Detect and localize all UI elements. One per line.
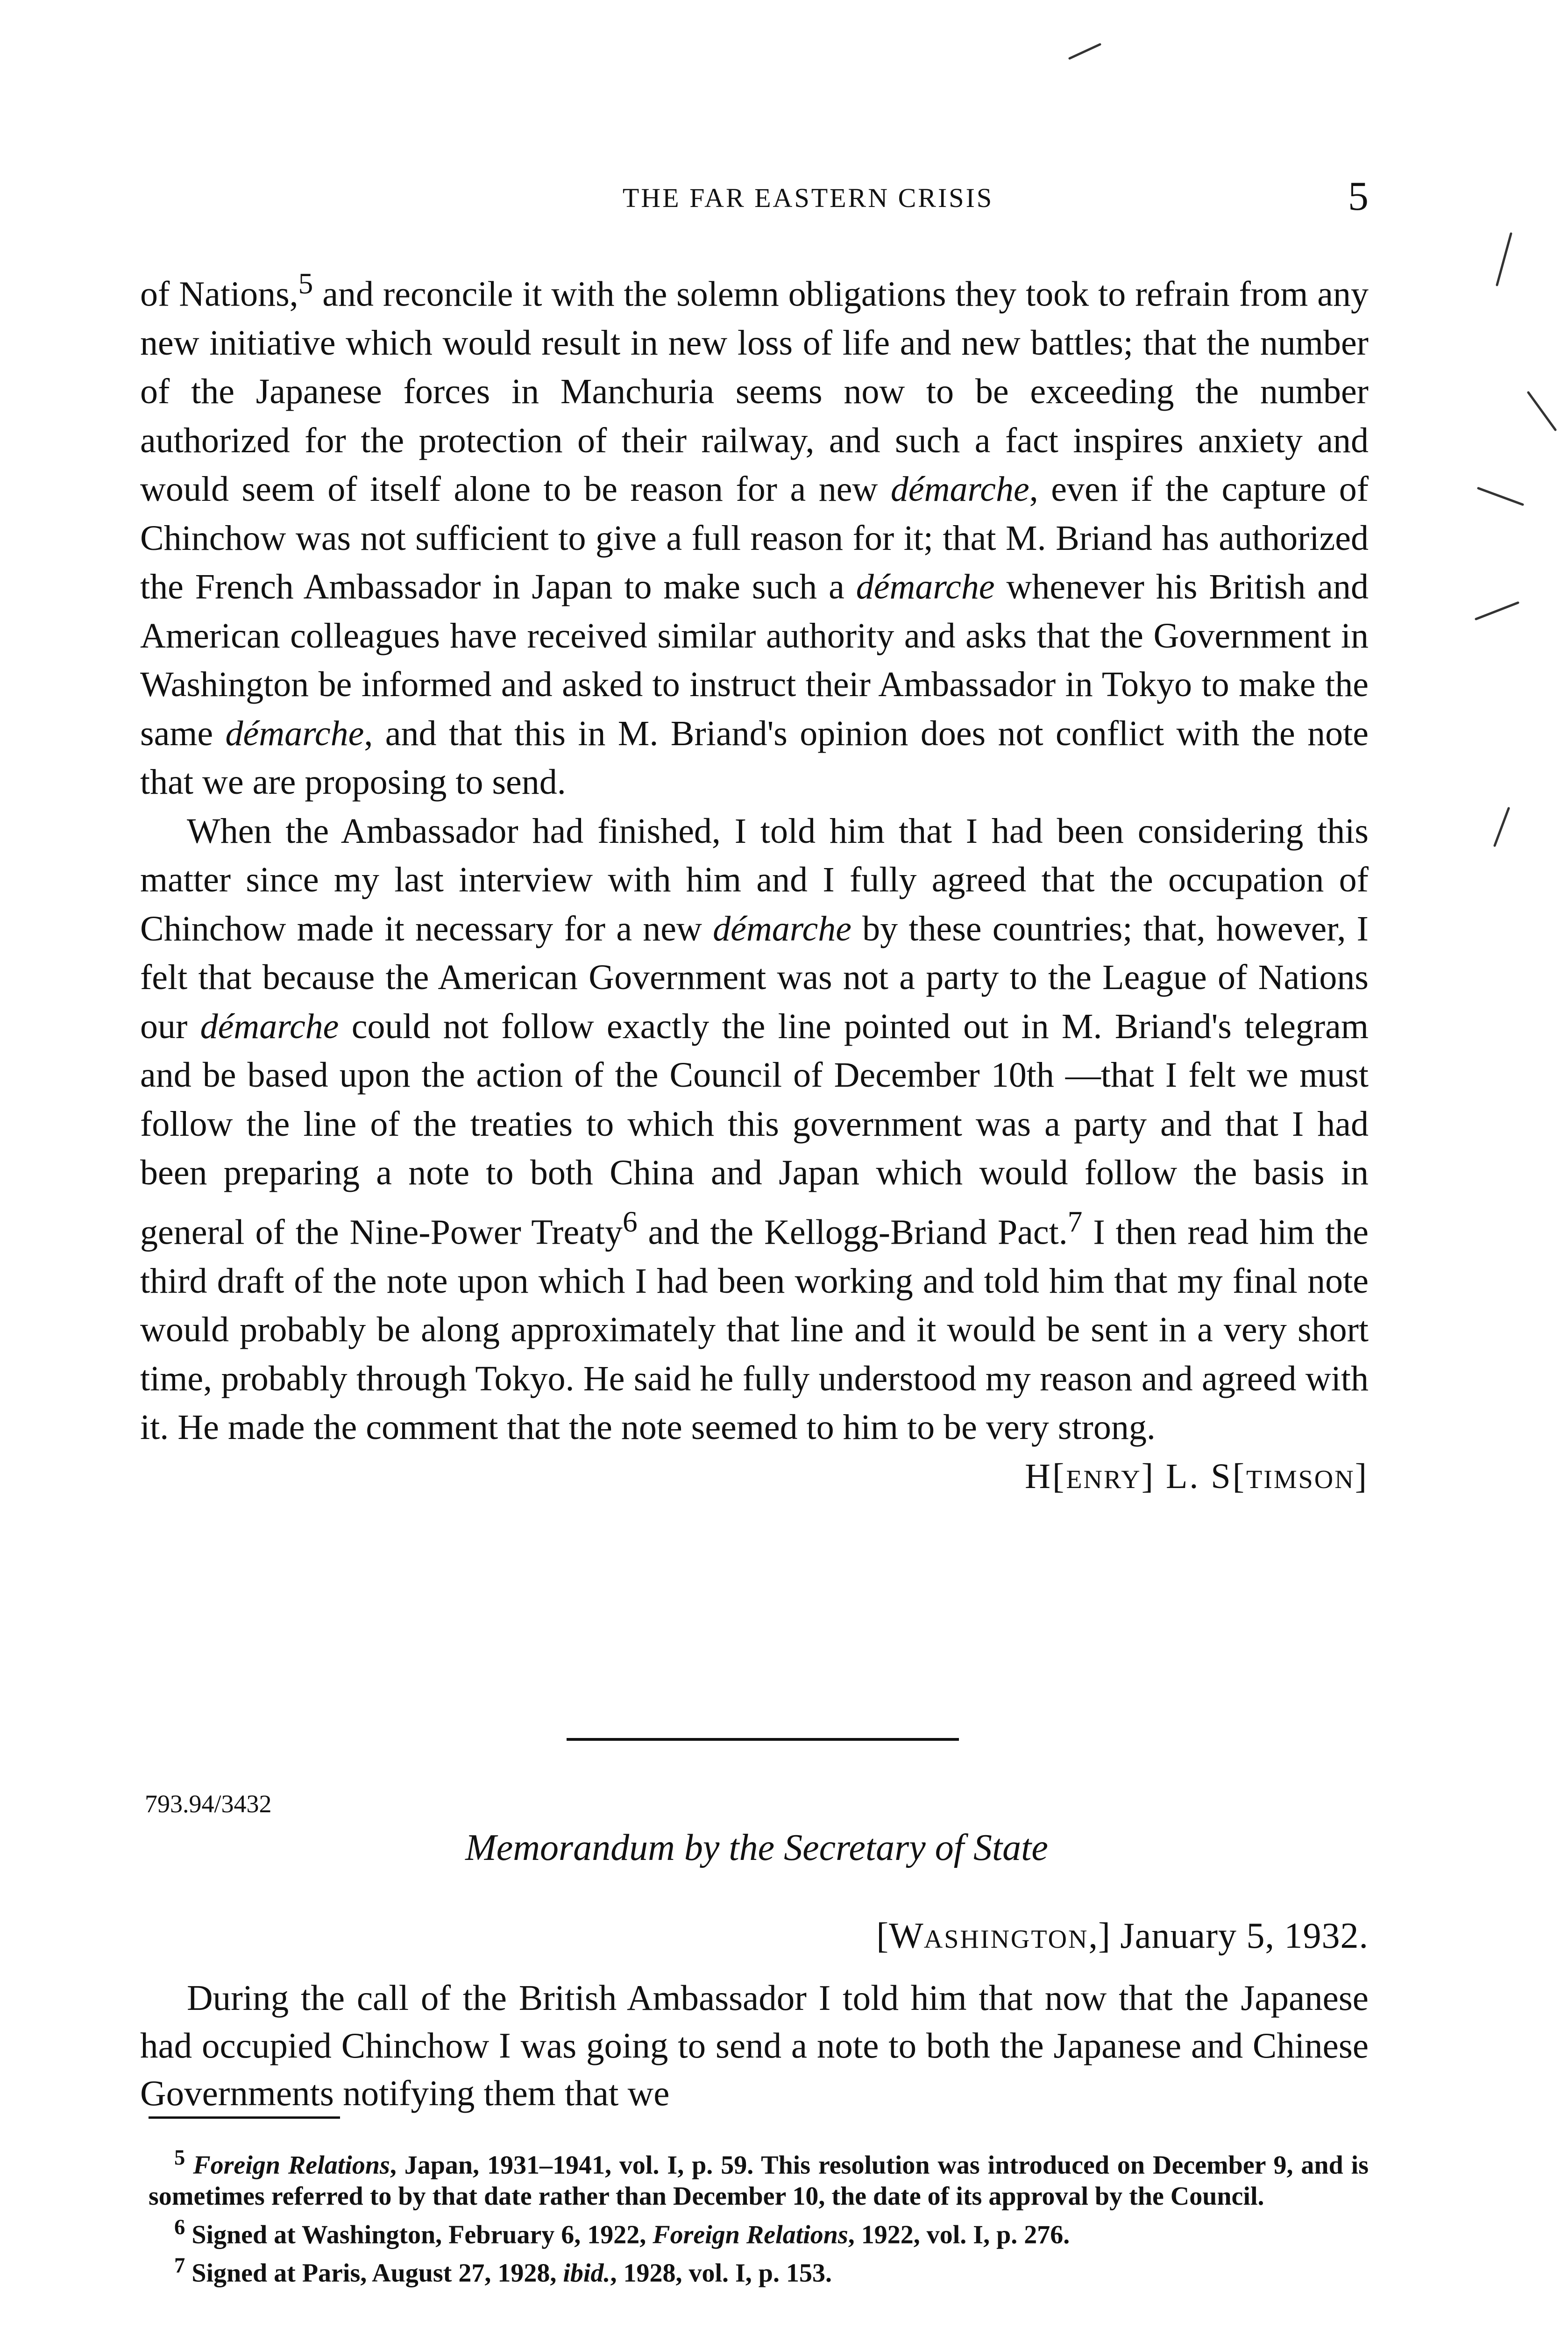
text-run: ]	[1355, 1456, 1369, 1496]
file-number: 793.94/3432	[145, 1790, 272, 1818]
footnote-marker: 7	[1067, 1205, 1083, 1238]
signature	[140, 1452, 1369, 1504]
memo-paragraph	[140, 1974, 1369, 2117]
footnote-marker: 7	[174, 2253, 185, 2278]
dateline	[876, 1915, 1369, 1957]
text-run: and the Kellogg-Briand Pact.	[637, 1212, 1068, 1252]
text-run: H[	[1025, 1456, 1066, 1496]
italic-text: démarche	[200, 1006, 339, 1046]
text-run: I then read him the third draft of the note upon which I had been working and told him that my final note would probably be along approximately that line and it would be sent in a very short time, probably through Tokyo. He said he fully understood my reason and agreed with it. He made the comment that the note seemed to him to be very strong.	[140, 1212, 1369, 1447]
italic-text: démarche	[225, 713, 364, 753]
text-run: Signed at Washington, February 6, 1922,	[185, 2220, 653, 2250]
text-run: , even if the capture of Chinchow was not sufficient to give a full reason for it; that M. Briand has authorized the French Ambassador in Japan to make such a	[140, 470, 1369, 607]
page-header	[140, 173, 1369, 220]
pencil-mark	[1478, 488, 1523, 505]
pencil-mark	[1070, 44, 1100, 58]
footnote-marker: 5	[298, 267, 313, 300]
footnote-5	[149, 2142, 1369, 2212]
text-run: When the Ambassador had finished, I told him that I had been considering this matter since my last interview with him and I fully agreed that the occupation of Chinchow made it necessary for a new	[140, 811, 1369, 948]
text-run: and reconcile it with the solemn obligations they took to refrain from any new initiative which would result in new loss of life and new battles; that the number of the Japanese forces in Manchuria seems now to be exceeding the number authorized for the protection of their railway, and such a fact inspires anxiety and would seem of itself alone to be reason for a new	[140, 274, 1369, 509]
memo-title: Memorandum by the Secretary of State	[465, 1827, 1048, 1868]
footnote-6	[149, 2212, 1369, 2251]
memo-body	[140, 1974, 1369, 2117]
section-divider	[567, 1738, 959, 1741]
text-run: [W	[876, 1915, 924, 1956]
paragraph-continued	[140, 259, 1369, 807]
footnote-marker: 6	[622, 1205, 638, 1238]
small-caps-text: ASHINGTON	[923, 1925, 1089, 1954]
italic-text: démarche	[713, 909, 851, 948]
main-text	[140, 259, 1369, 1504]
footnote-marker: 6	[174, 2215, 185, 2239]
text-run: Signed at Paris, August 27, 1928,	[185, 2258, 563, 2288]
pencil-mark	[1528, 392, 1555, 430]
text-run: could not follow exactly the line pointed out in M. Briand's telegram and be based upon the action of the Council of December 10th —that I felt we must follow the line of the treaties to which this government was a party and that I had been preparing a note to both China and Japan which would follow the basis in general of the Nine-Power Treaty	[140, 1006, 1369, 1252]
text-run	[185, 2151, 193, 2180]
text-run: During the call of the British Ambassador I told him that now that the Japanese had occupied Chinchow I was going to send a note to both the Japanese and Chinese Governments notifying them that we	[140, 1978, 1369, 2113]
footnote-divider	[149, 2116, 340, 2119]
footnote-7	[149, 2250, 1369, 2289]
italic-text: démarche	[856, 567, 995, 607]
italic-text: démarche	[890, 470, 1029, 509]
text-run: of Nations,	[140, 274, 298, 314]
footnotes	[149, 2142, 1369, 2289]
page-number: 5	[1348, 174, 1369, 219]
pencil-mark	[1495, 808, 1509, 846]
text-run: ] L. S[	[1141, 1456, 1246, 1496]
text-run: ,] January 5, 1932.	[1088, 1915, 1369, 1956]
text-run: , 1928, vol. I, p. 153.	[610, 2258, 832, 2288]
italic-text: ibid.	[563, 2258, 610, 2288]
text-run: , 1922, vol. I, p. 276.	[848, 2220, 1070, 2250]
small-caps-text: ENRY	[1066, 1465, 1142, 1494]
text-run: whenever his British and American colleagues have received similar authority and asks that the Government in Washington be informed and asked to instruct their Ambassador in Tokyo to make the same	[140, 567, 1369, 753]
italic-text: Foreign Relations	[653, 2220, 848, 2250]
paragraph-ambassador-reply	[140, 807, 1369, 1452]
italic-text: Foreign Relations	[193, 2151, 390, 2180]
text-run: , Japan, 1931–1941, vol. I, p. 59. This resolution was introduced on December 9, and is sometimes referred to by that date rather than December 10, the date of its approval by the Council.	[149, 2151, 1369, 2211]
pencil-mark	[1497, 234, 1511, 285]
running-head: THE FAR EASTERN CRISIS	[622, 183, 994, 213]
footnote-marker: 5	[174, 2145, 185, 2170]
pencil-mark	[1476, 603, 1518, 619]
small-caps-text: TIMSON	[1246, 1465, 1355, 1494]
text-run: , and that this in M. Briand's opinion does not conflict with the note that we are proposing to send.	[140, 713, 1369, 802]
text-run: by these countries; that, however, I felt that because the American Government was not a party to the League of Nations our	[140, 909, 1369, 1046]
